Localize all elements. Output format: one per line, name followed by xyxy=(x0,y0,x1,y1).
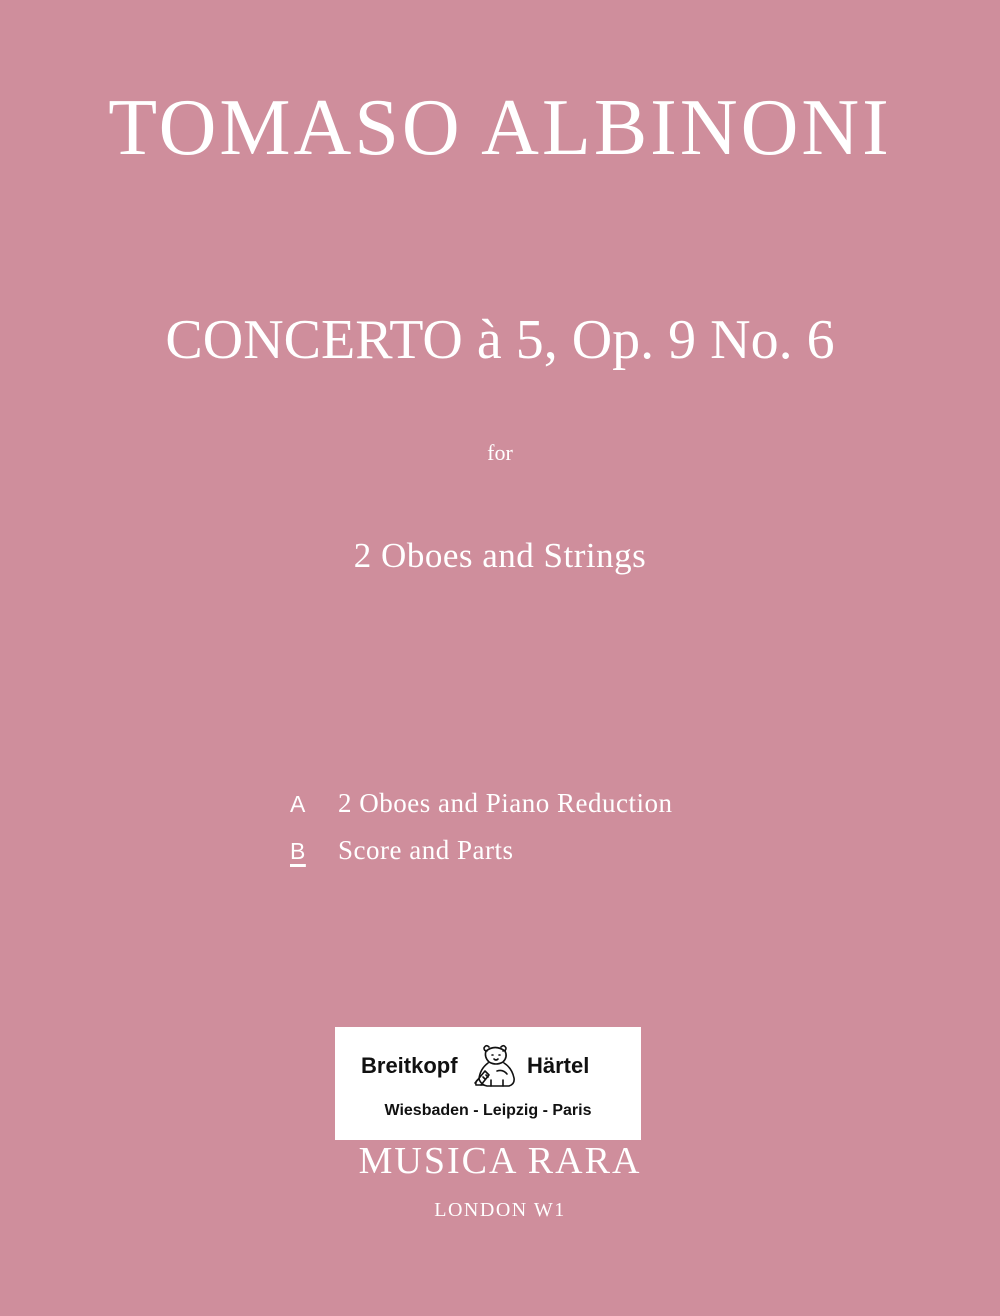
publisher-cities: Wiesbaden - Leipzig - Paris xyxy=(384,1102,592,1119)
imprint-city: LONDON W1 xyxy=(434,1199,566,1221)
scoring: 2 Oboes and Strings xyxy=(353,536,647,575)
publisher-label xyxy=(335,1027,641,1140)
publisher-name-right: Härtel xyxy=(527,1053,590,1078)
publisher-name-left: Breitkopf xyxy=(361,1053,458,1078)
edition-item-b xyxy=(290,837,513,864)
bear-logo-icon xyxy=(471,1041,521,1091)
edition-letter: A xyxy=(290,791,306,817)
for-label: for xyxy=(487,440,513,465)
edition-item-a xyxy=(290,790,672,817)
imprint-name: MUSICA RARA xyxy=(358,1140,642,1182)
edition-label: 2 Oboes and Piano Reduction xyxy=(338,788,673,818)
edition-label: Score and Parts xyxy=(338,835,514,865)
edition-letter-selected: B xyxy=(290,838,306,864)
work-title: CONCERTO à 5, Op. 9 No. 6 xyxy=(165,309,835,371)
composer-name: TOMASO ALBINONI xyxy=(108,84,892,172)
